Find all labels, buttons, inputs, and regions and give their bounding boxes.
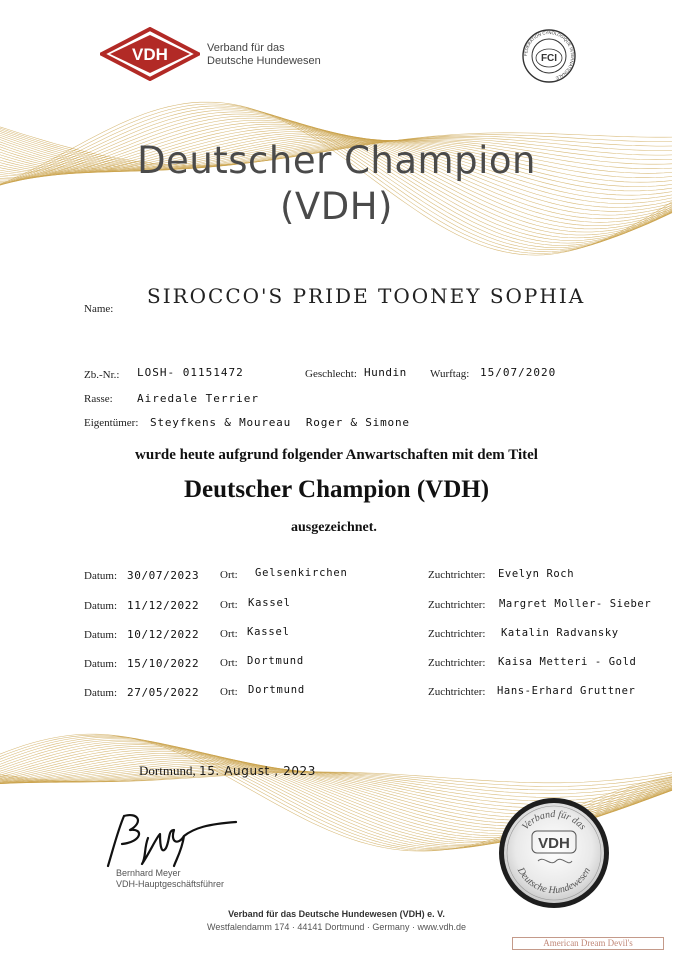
award-statement: wurde heute aufgrund folgender Anwartschaften mit dem Titel	[135, 447, 538, 463]
award-date: 15/10/2022	[127, 657, 200, 670]
signatory-name: Bernhard Meyer	[116, 868, 181, 878]
svg-text:FCI: FCI	[540, 53, 558, 64]
award-place-label: Ort:	[220, 628, 238, 640]
svg-text:VDH: VDH	[132, 45, 168, 64]
footer-address: Westfalendamm 174 · 44141 Dortmund · Germany · www.vdh.de	[207, 922, 466, 932]
organization-name-line2: Deutsche Hundewesen	[207, 55, 321, 67]
footer-organization: Verband für das Deutsche Hundewesen (VDH) e. V.	[228, 909, 445, 919]
certificate-title-line1: Deutscher Champion	[137, 139, 536, 182]
award-judge: Evelyn Roch	[498, 568, 575, 580]
handwritten-signature	[104, 808, 244, 870]
breed-label: Rasse:	[84, 393, 113, 405]
award-place: Kassel	[247, 626, 290, 638]
award-place: Dortmund	[247, 655, 304, 667]
award-place-label: Ort:	[220, 599, 238, 611]
award-judge-label: Zuchtrichter:	[428, 628, 486, 640]
organization-name	[207, 42, 321, 68]
award-place: Kassel	[248, 597, 291, 609]
award-date-label: Datum:	[84, 600, 117, 612]
name-label: Name:	[84, 303, 114, 315]
issue-date: 15. August , 2023	[198, 764, 317, 778]
award-judge: Kaisa Metteri - Gold	[498, 656, 637, 668]
award-place-label: Ort:	[220, 657, 238, 669]
award-date: 27/05/2022	[127, 686, 200, 699]
award-judge: Hans-Erhard Gruttner	[497, 685, 636, 697]
award-judge: Katalin Radvansky	[501, 627, 619, 639]
svg-text:VDH: VDH	[538, 835, 570, 852]
award-date-label: Datum:	[84, 629, 117, 641]
issue-place: Dortmund,	[139, 763, 196, 778]
svg-text:Deutsche Hundewesen: Deutsche Hundewesen	[514, 865, 594, 897]
owner-stamp: American Dream Devil's	[512, 937, 664, 950]
sex-label: Geschlecht:	[305, 368, 357, 380]
sex-value: Hundin	[364, 366, 407, 379]
awarded-text: ausgezeichnet.	[291, 520, 377, 535]
svg-text:FEDERATION CYNOLOGIQUE INTERNA: FEDERATION CYNOLOGIQUE INTERNATIONALE	[522, 29, 576, 81]
award-place: Dortmund	[248, 684, 305, 696]
award-date-label: Datum:	[84, 570, 117, 582]
whelped-value: 15/07/2020	[480, 366, 557, 379]
vdh-seal	[498, 797, 610, 909]
award-judge-label: Zuchtrichter:	[428, 569, 486, 581]
award-date: 11/12/2022	[127, 599, 200, 612]
owner-value: Steyfkens & Moureau Roger & Simone	[150, 416, 410, 429]
signatory	[116, 868, 224, 890]
svg-text:Verband für das: Verband für das	[520, 808, 588, 833]
zb-label: Zb.-Nr.:	[84, 369, 120, 381]
issue-place-date	[139, 763, 316, 779]
whelped-label: Wurftag:	[430, 368, 470, 380]
award-place: Gelsenkirchen	[255, 567, 348, 579]
vdh-logo	[100, 27, 200, 81]
fci-logo	[521, 28, 577, 84]
champion-title: Deutscher Champion (VDH)	[183, 476, 490, 503]
award-place-label: Ort:	[220, 686, 238, 698]
certificate-title-line2: (VDH)	[280, 185, 393, 228]
award-date: 10/12/2022	[127, 628, 200, 641]
certificate-title	[0, 138, 673, 230]
award-judge-label: Zuchtrichter:	[428, 686, 486, 698]
award-date: 30/07/2023	[127, 569, 200, 582]
organization-name-line1: Verband für das	[207, 42, 285, 54]
award-judge-label: Zuchtrichter:	[428, 657, 486, 669]
award-date-label: Datum:	[84, 687, 117, 699]
signatory-role: VDH-Hauptgeschäftsführer	[116, 879, 225, 889]
breed-value: Airedale Terrier	[137, 392, 259, 405]
award-place-label: Ort:	[220, 569, 238, 581]
award-judge: Margret Moller- Sieber	[499, 598, 652, 610]
dog-name: SIROCCO'S PRIDE TOONEY SOPHIA	[147, 284, 586, 308]
award-judge-label: Zuchtrichter:	[428, 599, 486, 611]
award-date-label: Datum:	[84, 658, 117, 670]
zb-value: LOSH- 01151472	[137, 366, 244, 379]
owner-label: Eigentümer:	[84, 417, 139, 429]
